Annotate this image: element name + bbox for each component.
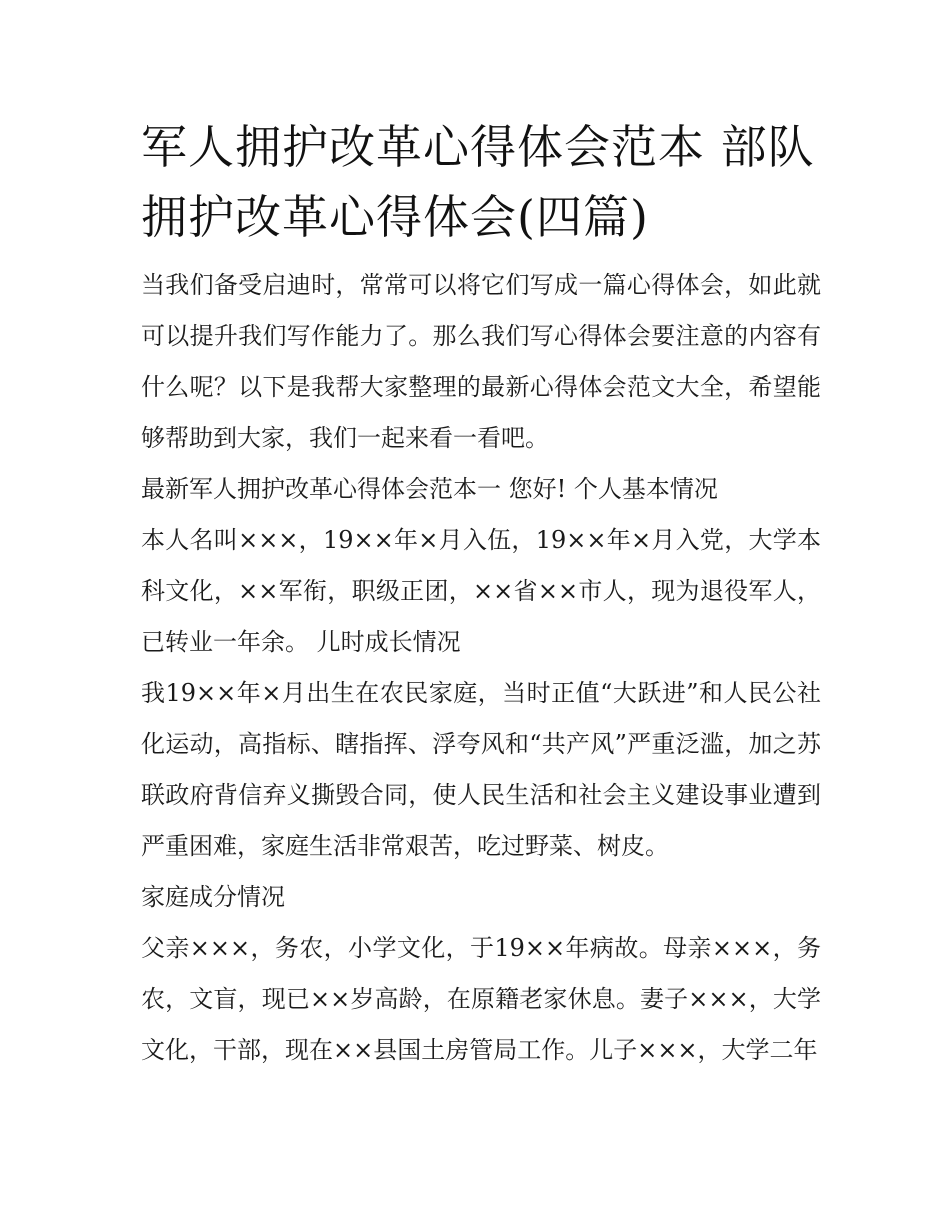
paragraph-intro: 当我们备受启迪时，常常可以将它们写成一篇心得体会，如此就可以提升我们写作能力了。那么我们写心得体会要注意的内容有什么呢？以下是我帮大家整理的最新心得体会范文大全，希望能够帮助到大家，我们一起来看一看吧。 xyxy=(141,271,821,452)
document-title: 军人拥护改革心得体会范本 部队拥护改革心得体会(四篇) xyxy=(141,120,815,244)
document-body xyxy=(141,260,821,1076)
paragraph-family-heading: 家庭成分情况 xyxy=(141,883,285,911)
document-content xyxy=(141,112,821,1076)
paragraph-childhood: 我19××年×月出生在农民家庭，当时正值“大跃进”和人民公社化运动，高指标、瞎指挥、浮夸风和“共产风”严重泛滥，加之苏联政府背信弃义撕毁合同，使人民生活和社会主义建设事业遭到严重困难，家庭生活非常艰苦，吃过野菜、树皮。 xyxy=(141,679,821,860)
paragraph-family-info: 父亲×××，务农，小学文化，于19××年病故。母亲×××，务农，文盲，现已××岁高龄，在原籍老家休息。妻子×××，大学文化，干部，现在××县国土房管局工作。儿子×××，大学二年 xyxy=(141,934,821,1064)
paragraph-personal-info: 本人名叫×××，19××年×月入伍，19××年×月入党，大学本科文化，××军衔，职级正团，××省××市人，现为退役军人，已转业一年余。 儿时成长情况 xyxy=(141,526,821,656)
paragraph-section-heading: 最新军人拥护改革心得体会范本一 您好! 个人基本情况 xyxy=(141,475,718,503)
